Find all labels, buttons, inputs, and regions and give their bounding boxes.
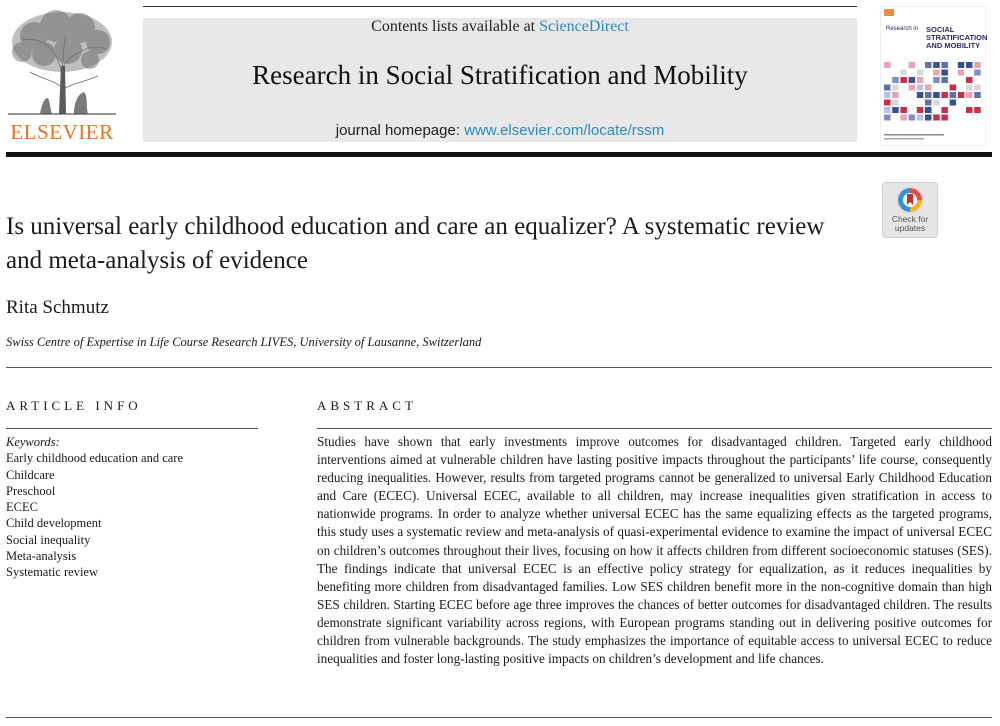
- cover-mosaic-tile: [884, 92, 891, 98]
- header-thick-rule: [6, 152, 992, 157]
- cover-mosaic-tile: [925, 107, 932, 113]
- cover-mosaic-tile: [884, 62, 891, 68]
- cover-mosaic-tile: [925, 92, 932, 98]
- cover-mosaic-tile: [925, 100, 932, 106]
- author-name[interactable]: Rita Schmutz: [6, 297, 109, 318]
- cover-mosaic-tile: [917, 92, 924, 98]
- journal-title[interactable]: Research in Social Stratification and Mobility: [252, 60, 748, 90]
- check-updates-icon: [883, 183, 939, 217]
- cover-mosaic-tile: [892, 100, 899, 106]
- cover-mosaic-tile: [900, 77, 907, 83]
- cover-mosaic-tile: [900, 107, 907, 113]
- contents-line: [143, 18, 857, 36]
- cover-mosaic-tile: [933, 77, 940, 83]
- journal-banner: [143, 18, 857, 142]
- keyword-item: Social inequality: [6, 532, 91, 547]
- cover-mosaic-tile: [941, 70, 948, 76]
- cover-mosaic-tile: [966, 85, 973, 91]
- cover-mosaic-tile: [941, 62, 948, 68]
- sciencedirect-link[interactable]: ScienceDirect: [539, 18, 629, 35]
- cover-mosaic-tile: [900, 70, 907, 76]
- cover-mosaic-tile: [933, 115, 940, 121]
- abstract-heading: ABSTRACT: [317, 398, 417, 413]
- cover-mosaic-tile: [917, 85, 924, 91]
- cover-mosaic-tile: [909, 77, 916, 83]
- cover-mosaic-tile: [966, 107, 973, 113]
- article-info-rule: [6, 428, 258, 429]
- abstract-text: Studies have shown that early investments improve outcomes for disadvantaged children. Targeted early childhood interventions aimed at vulnerable children have lasting positive impacts throughout the participants’ life course, consequently reducing inequalities. However, results from targeted programs cannot be generalized to universal Early Childhood Education and Care (ECEC). Universal ECEC, available to all children, may increase inequalities given stratification in access to nationwide programs. In order to analyze whether universal ECEC has the same equalizing effects as the targeted programs, this study uses a systematic review and meta-analysis of quasi-experimental evidence to examine the impact of universal ECEC on children’s outcomes throughout their lives, focusing on how it affects children from different socioeconomic statuses (SES). The findings indicate that universal ECEC is an effective policy strategy for equalization, as it reduces inequalities by benefiting more children from disadvantaged families. Low SES children benefit more in the non-cognitive domain than high SES children. Starting ECEC before age three improves the chances of better outcomes for disadvantaged children. The results demonstrate significant variability across regions, with European programs standing out in delivering positive outcomes for children from vulnerable backgrounds. The study emphasizes the importance of equitable access to universal ECEC to reduce inequalities and foster long-lasting positive impacts on children’s development and life chances.: [317, 434, 992, 667]
- cover-mosaic-tile: [909, 115, 916, 121]
- keyword-item: Preschool: [6, 483, 56, 498]
- check-for-updates-button[interactable]: [882, 182, 938, 238]
- cover-mosaic-tile: [974, 62, 981, 68]
- cover-mosaic-tile: [892, 107, 899, 113]
- cover-mosaic-tile: [933, 92, 940, 98]
- homepage-link[interactable]: www.elsevier.com/locate/rssm: [464, 122, 665, 139]
- cover-mosaic-tile: [974, 92, 981, 98]
- tree-illustration-icon: [4, 6, 120, 118]
- keyword-item: Early childhood education and care: [6, 451, 184, 466]
- elsevier-wordmark: ELSEVIER: [10, 120, 114, 144]
- cover-mosaic-tile: [892, 77, 899, 83]
- keywords-list: [6, 434, 256, 581]
- contents-prefix: Contents lists available at: [371, 18, 540, 35]
- author-affiliation: Swiss Centre of Expertise in Life Course Research LIVES, University of Lausanne, Switzerland: [6, 335, 482, 349]
- cover-mosaic-tile: [884, 85, 891, 91]
- cover-mosaic-tile: [909, 62, 916, 68]
- cover-mosaic-tile: [925, 115, 932, 121]
- cover-thumbnail: [880, 6, 986, 146]
- keyword-item: Systematic review: [6, 565, 98, 580]
- cover-mosaic-tile: [925, 62, 932, 68]
- cover-mosaic-tile: [966, 77, 973, 83]
- homepage-line: [143, 122, 857, 139]
- cover-mosaic-tile: [958, 62, 965, 68]
- cover-mosaic-tile: [941, 107, 948, 113]
- cover-mosaic-tile: [950, 85, 957, 91]
- cover-mosaic-tile: [892, 85, 899, 91]
- title-divider: [6, 367, 992, 368]
- cover-mosaic-tile: [917, 115, 924, 121]
- cover-mosaic-tile: [933, 62, 940, 68]
- cover-mosaic-tile: [966, 62, 973, 68]
- cover-mosaic-tile: [974, 70, 981, 76]
- cover-label: Research in: [886, 26, 919, 32]
- cover-mosaic-tile: [941, 77, 948, 83]
- cover-mosaic-tile: [917, 70, 924, 76]
- top-thin-rule: [143, 6, 857, 7]
- article-info-heading: ARTICLE INFO: [6, 398, 142, 413]
- cover-mosaic-tile: [909, 85, 916, 91]
- keyword-item: ECEC: [6, 500, 38, 515]
- keywords-label: Keywords:: [6, 435, 60, 449]
- cover-mosaic-tile: [950, 100, 957, 106]
- keyword-item: Meta-analysis: [6, 549, 77, 564]
- keyword-item: Childcare: [6, 467, 55, 482]
- cover-mosaic-tile: [884, 100, 891, 106]
- cover-mosaic-tile: [941, 92, 948, 98]
- cover-mosaic-tile: [925, 85, 932, 91]
- cover-mosaic-tile: [958, 70, 965, 76]
- bottom-rule: [6, 717, 992, 718]
- cover-mosaic-tile: [941, 115, 948, 121]
- cover-mosaic-tile: [933, 100, 940, 106]
- cover-mosaic-tile: [884, 115, 891, 121]
- journal-cover[interactable]: [880, 6, 990, 146]
- cover-mosaic-tile: [974, 107, 981, 113]
- cover-title: SOCIAL STRATIFICATION AND MOBILITY: [926, 25, 988, 50]
- homepage-prefix: journal homepage:: [335, 122, 465, 139]
- keyword-item: Child development: [6, 516, 102, 531]
- abstract-rule: [317, 428, 992, 429]
- cover-mosaic-tile: [966, 92, 973, 98]
- cover-mosaic-tile: [917, 107, 924, 113]
- check-updates-label: Check for updates: [891, 214, 929, 233]
- cover-mosaic-tile: [884, 107, 891, 113]
- cover-mosaic-tile: [974, 85, 981, 91]
- cover-mosaic-tile: [950, 92, 957, 98]
- cover-mosaic-tile: [933, 70, 940, 76]
- cover-mosaic-tile: [892, 92, 899, 98]
- cover-mosaic-tile: [958, 92, 965, 98]
- cover-mosaic-tile: [900, 115, 907, 121]
- elsevier-logo[interactable]: [4, 6, 120, 146]
- article-title: Is universal early childhood education and care an equalizer? A systematic review and meta-analysis of evidence: [6, 213, 825, 274]
- cover-mosaic-tile: [917, 77, 924, 83]
